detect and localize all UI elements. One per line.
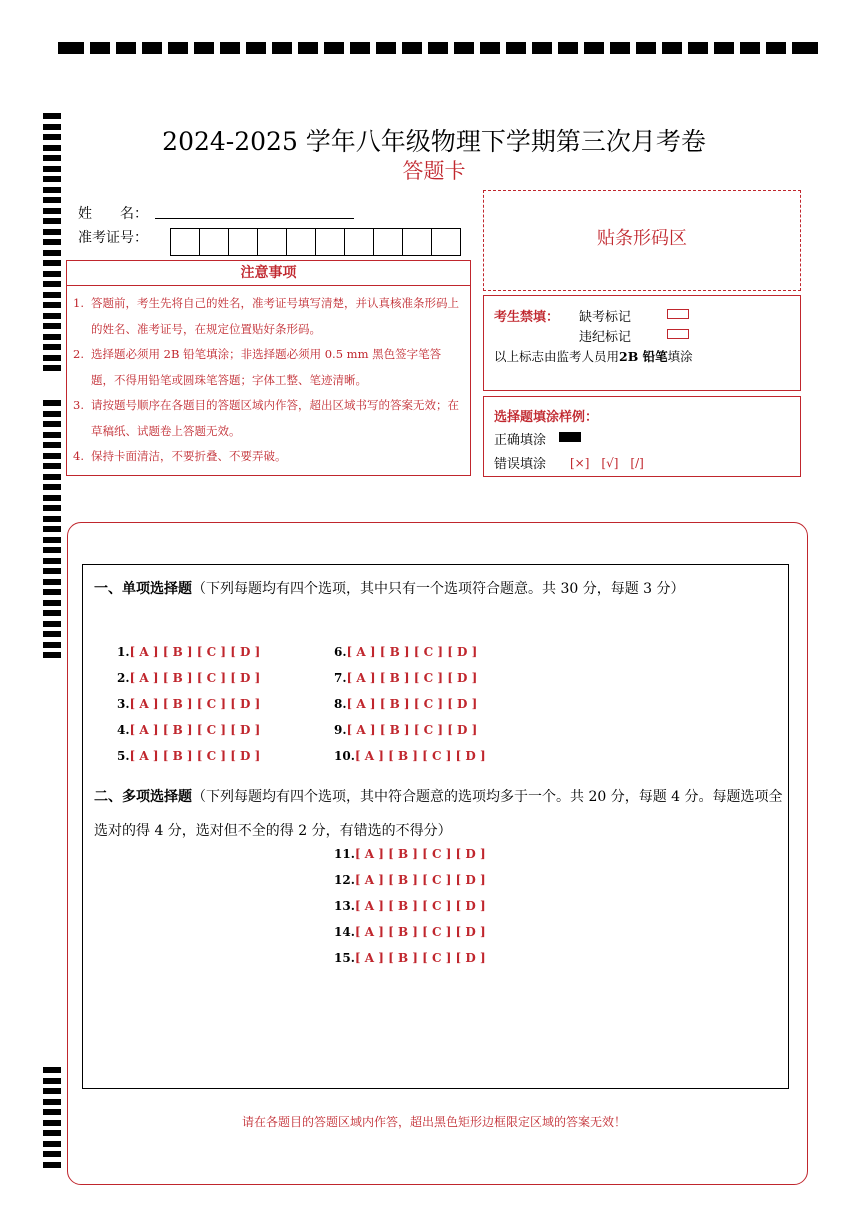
correct-fill-label: 正确填涂 [494,433,547,448]
notice-heading: 注意事项 [67,261,470,286]
exam-id-label: 准考证号： [78,230,148,246]
section2-desc: （下列每题均有四个选项，其中符合题意的选项均多于一个。共 20 分，每题 4 分。每题选项全选对的得 4 分，选对但不全的得 2 分，有错选的不得分） [94,789,783,839]
answer-card-subtitle: 答题卡 [402,159,466,183]
question-row[interactable]: 1.[ A ] [ B ] [ C ] [ D ] [117,645,261,659]
question-row[interactable]: 13.[ A ] [ B ] [ C ] [ D ] [334,899,486,913]
footer-warning: 请在各题目的答题区域内作答，超出黑色矩形边框限定区域的答案无效！ [241,1115,626,1129]
absent-mark-box[interactable] [667,309,689,319]
section1-desc: （下列每题均有四个选项，其中只有一个选项符合题意。共 30 分，每题 3 分） [192,581,685,597]
wrong-fill-label: 错误填涂 [494,457,547,472]
exam-title: 2024-2025 学年八年级物理下学期第三次月考卷 [162,127,706,156]
notice-item: 3. 请按题号顺序在各题目的答题区域内作答，超出区域书写的答案无效；在草稿纸、试题卷上答题无效。 [73,398,459,438]
id-digit-box[interactable] [402,228,431,256]
question-row[interactable]: 9.[ A ] [ B ] [ C ] [ D ] [334,723,478,737]
question-row[interactable]: 6.[ A ] [ B ] [ C ] [ D ] [334,645,478,659]
question-row[interactable]: 12.[ A ] [ B ] [ C ] [ D ] [334,873,486,887]
question-row[interactable]: 8.[ A ] [ B ] [ C ] [ D ] [334,697,478,711]
forbidden-label: 考生禁填： [494,310,560,325]
name-field[interactable] [155,218,354,219]
notice-item: 4. 保持卡面清洁，不要折叠、不要弄破。 [73,449,287,463]
question-row[interactable]: 5.[ A ] [ B ] [ C ] [ D ] [117,749,261,763]
wrong-fill-samples: [×] [√] [/] [570,456,644,470]
question-row[interactable]: 3.[ A ] [ B ] [ C ] [ D ] [117,697,261,711]
id-digit-box[interactable] [170,228,199,256]
notice-item: 1. 答题前，考生先将自己的姓名，准考证号填写清楚，并认真核准条形码上的姓名、准考证号，在规定位置贴好条形码。 [73,296,459,336]
top-timing-marks [58,42,818,54]
id-digit-box[interactable] [199,228,228,256]
correct-fill-sample [559,432,581,442]
section1-header [94,578,685,598]
id-digit-box[interactable] [286,228,315,256]
forbidden-note: 以上标志由监考人员用2B 铅笔填涂 [494,349,693,364]
violation-label: 违纪标记 [579,330,632,345]
notice-panel [66,260,471,476]
violation-mark-box[interactable] [667,329,689,339]
id-digit-box[interactable] [257,228,286,256]
question-row[interactable]: 4.[ A ] [ B ] [ C ] [ D ] [117,723,261,737]
id-digit-box[interactable] [315,228,344,256]
fill-example-heading: 选择题填涂样例： [494,410,599,425]
id-digit-box[interactable] [373,228,402,256]
forbidden-panel [483,295,801,391]
left-timing-marks-middle [43,400,61,663]
notice-item: 2. 选择题必须用 2B 铅笔填涂；非选择题必须用 0.5 mm 黑色签字笔答题，不得用铅笔或圆珠笔答题；字体工整、笔迹清晰。 [73,347,442,387]
exam-id-boxes[interactable] [170,228,461,256]
question-row[interactable]: 10.[ A ] [ B ] [ C ] [ D ] [334,749,486,763]
question-row[interactable]: 15.[ A ] [ B ] [ C ] [ D ] [334,951,486,965]
question-row[interactable]: 2.[ A ] [ B ] [ C ] [ D ] [117,671,261,685]
question-row[interactable]: 14.[ A ] [ B ] [ C ] [ D ] [334,925,486,939]
absent-label: 缺考标记 [579,310,632,325]
section2-heading: 二、多项选择题 [94,789,192,805]
barcode-area: 贴条形码区 [483,190,801,291]
id-digit-box[interactable] [228,228,257,256]
fill-example-panel [483,396,801,477]
id-digit-box[interactable] [431,228,461,256]
question-row[interactable]: 7.[ A ] [ B ] [ C ] [ D ] [334,671,478,685]
section2-header [94,780,784,848]
id-digit-box[interactable] [344,228,373,256]
section1-heading: 一、单项选择题 [94,581,192,597]
question-row[interactable]: 11.[ A ] [ B ] [ C ] [ D ] [334,847,486,861]
name-label: 姓 名： [78,206,148,222]
